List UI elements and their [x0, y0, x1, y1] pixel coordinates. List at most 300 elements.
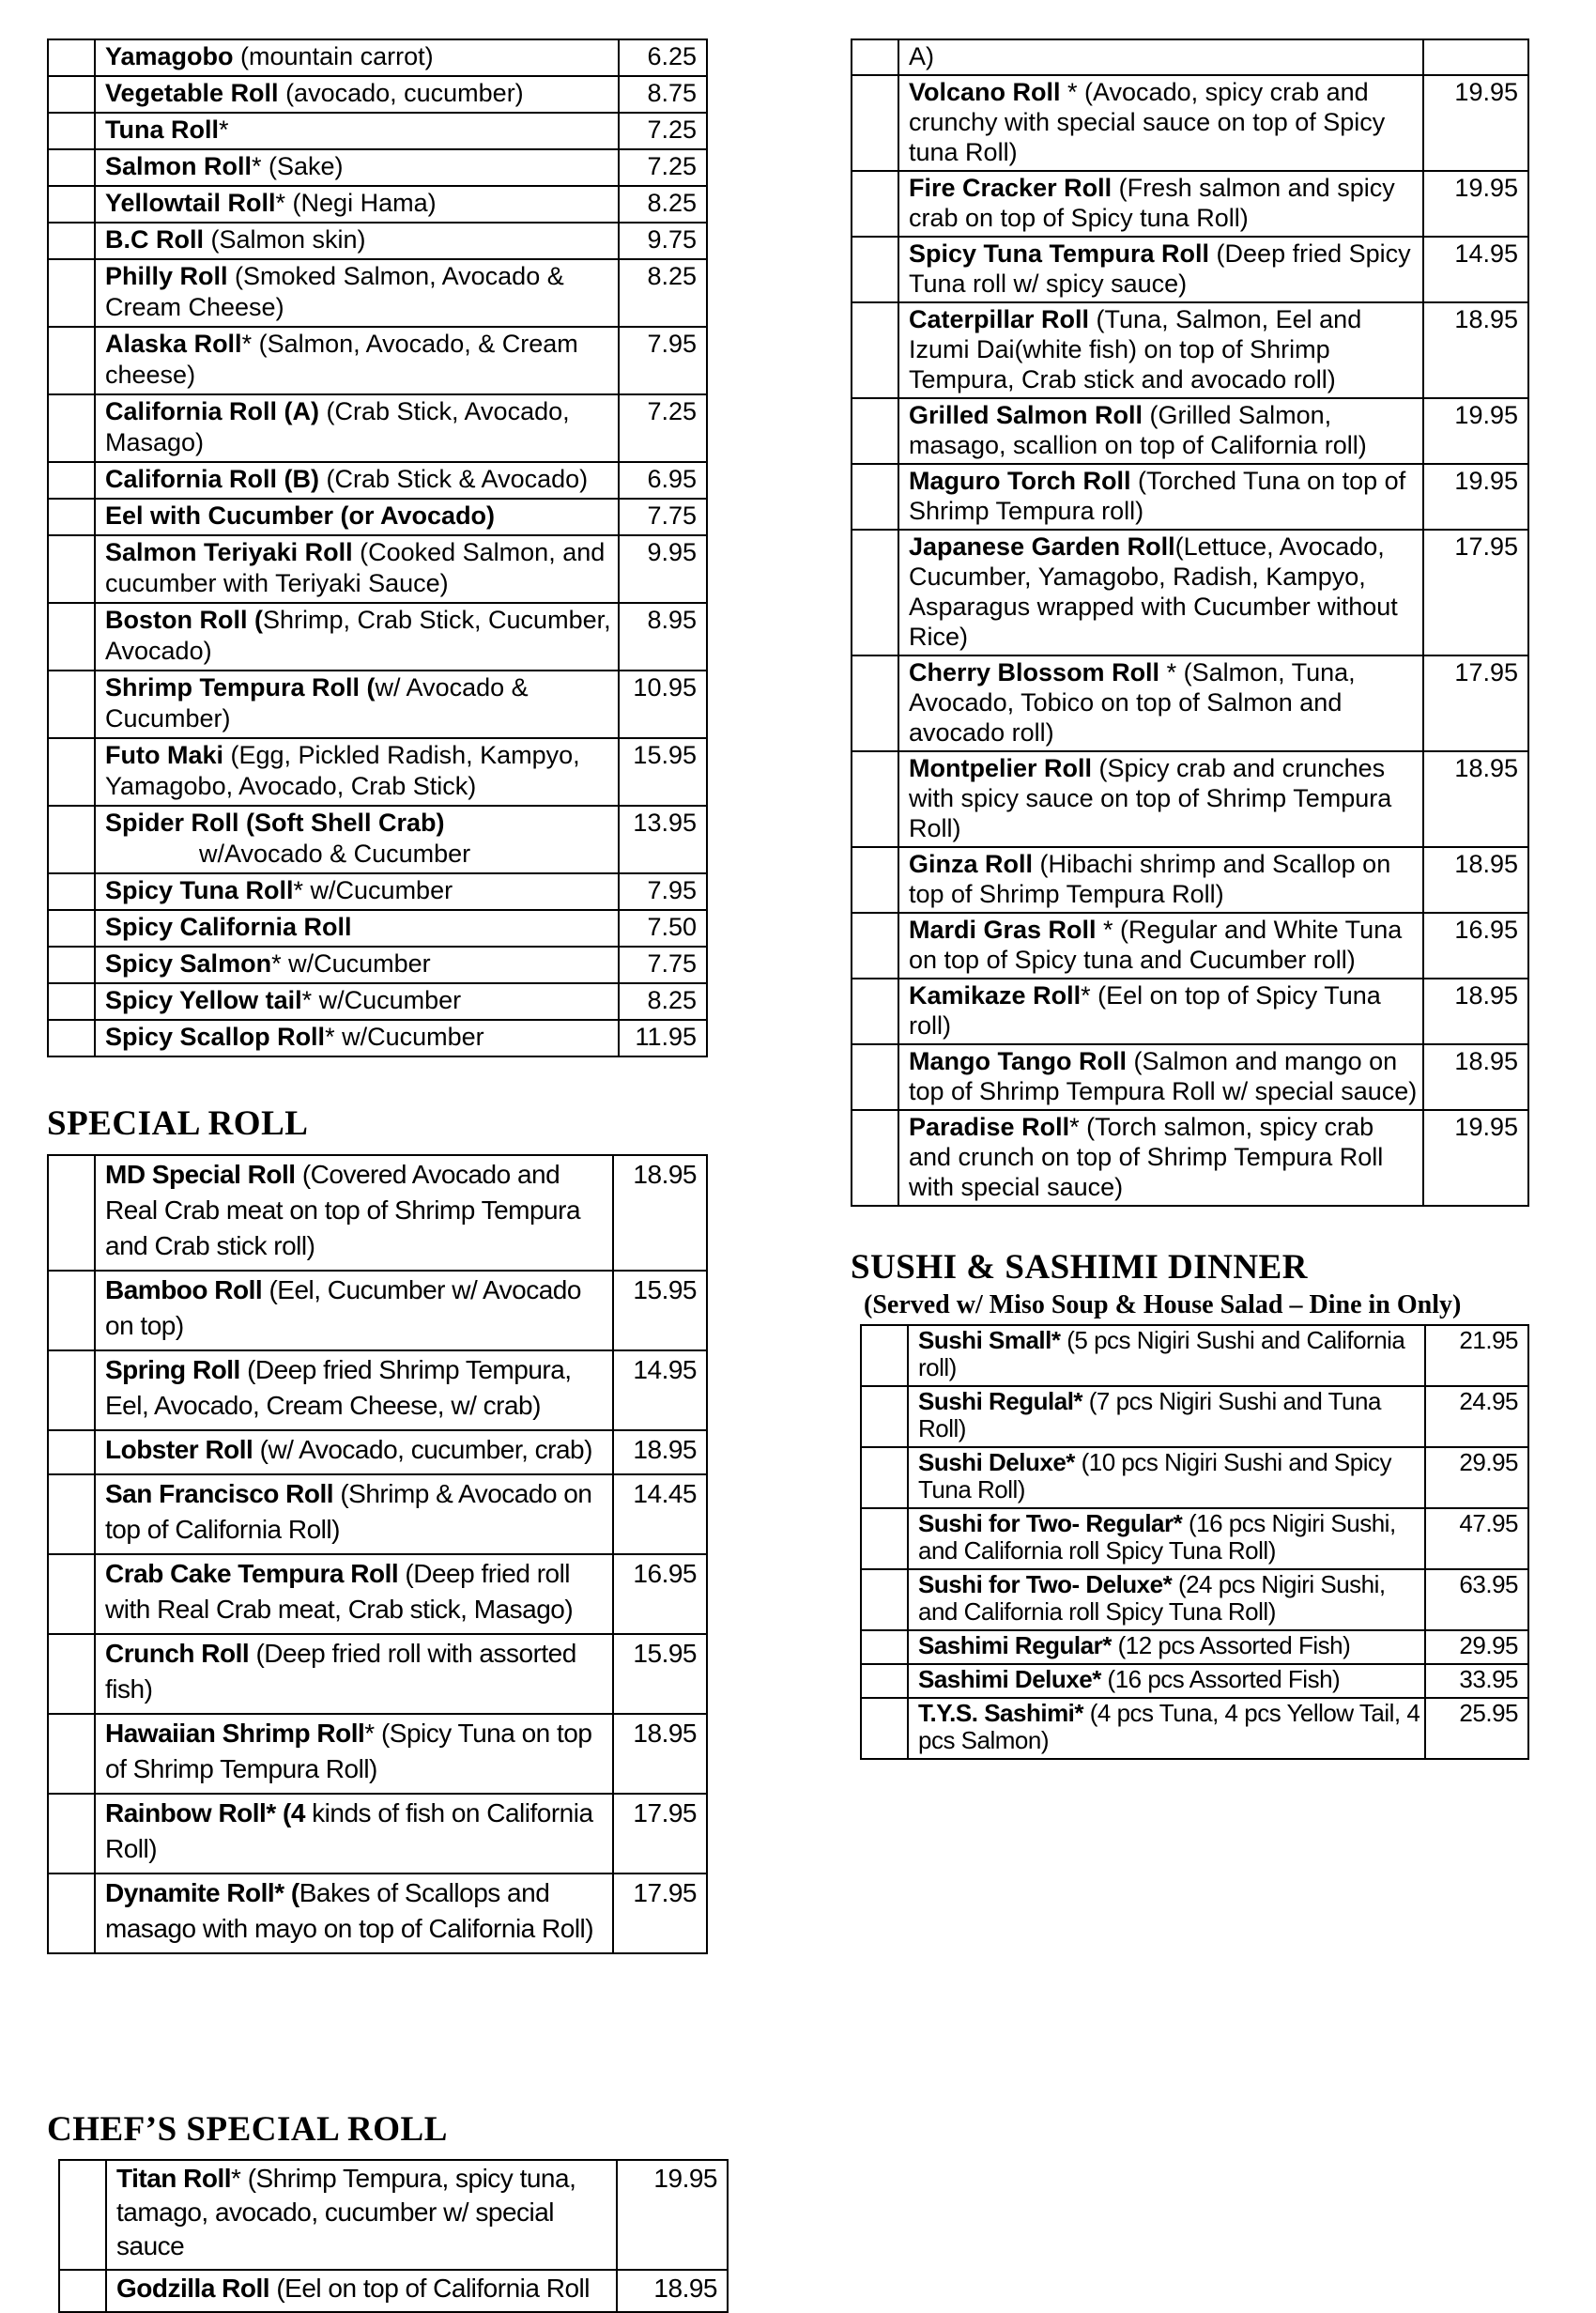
checkbox-cell [59, 2160, 106, 2270]
checkbox-cell [48, 1271, 95, 1350]
item-cell [106, 2160, 617, 2270]
price-cell: 24.95 [1425, 1386, 1528, 1447]
item-cell [95, 1874, 613, 1953]
table-row [852, 464, 1528, 530]
menu-right-column [851, 39, 1529, 1760]
item-cell [95, 1554, 613, 1634]
item-description: (5 pcs Nigiri Sushi and California roll) [918, 1325, 1405, 1381]
item-name: T.Y.S. Sashimi* [918, 1698, 1084, 1727]
checkbox-cell [861, 1569, 908, 1630]
checkbox-cell [861, 1630, 908, 1664]
item-cell [898, 979, 1423, 1044]
item-cell [908, 1698, 1425, 1759]
item-name: Sushi Deluxe* [918, 1447, 1075, 1476]
menu-left-column [47, 39, 717, 2313]
item-name: Cherry Blossom Roll [909, 658, 1160, 686]
price-cell: 63.95 [1425, 1569, 1528, 1630]
item-name: MD Special Roll [105, 1159, 296, 1189]
checkbox-cell [48, 1794, 95, 1874]
item-name: Mardi Gras Roll [909, 916, 1097, 944]
price-cell: 14.95 [1423, 237, 1528, 302]
item-cell [95, 738, 619, 806]
item-cell [898, 1044, 1423, 1110]
item-name: Sashimi Regular* [918, 1630, 1112, 1659]
item-cell [95, 1474, 613, 1554]
item-description: (Fresh salmon and spicy crab on top of Spicy tuna Roll) [909, 174, 1395, 232]
item-cell [95, 259, 619, 327]
item-description: (Grilled Salmon, masago, scallion on top of California roll) [909, 401, 1367, 459]
item-description: A) [909, 42, 934, 70]
item-cell [898, 75, 1423, 171]
price-cell: 7.75 [619, 947, 707, 983]
checkbox-cell [48, 327, 95, 394]
checkbox-cell [48, 1430, 95, 1474]
item-description: * w/Cucumber [301, 986, 462, 1014]
item-description: * w/Cucumber [325, 1023, 484, 1051]
price-cell: 8.25 [619, 983, 707, 1020]
item-cell [95, 186, 619, 223]
table-row [48, 327, 707, 394]
table-row [852, 913, 1528, 979]
item-name: Japanese Garden Roll [909, 532, 1175, 561]
table-row [48, 39, 707, 76]
table-row [852, 75, 1528, 171]
item-description: Shrimp, Crab Stick, Cucumber, Avocado) [105, 606, 611, 665]
table-row [48, 983, 707, 1020]
price-cell: 19.95 [1423, 464, 1528, 530]
item-name: Hawaiian Shrimp Roll [105, 1718, 365, 1748]
checkbox-cell [48, 76, 95, 113]
price-cell: 17.95 [613, 1794, 707, 1874]
checkbox-cell [48, 738, 95, 806]
checkbox-cell [48, 1474, 95, 1554]
item-cell [95, 1020, 619, 1056]
price-cell: 18.95 [1423, 1044, 1528, 1110]
checkbox-cell [852, 655, 898, 751]
item-name: Spicy California Roll [105, 913, 352, 941]
item-cell [898, 237, 1423, 302]
item-cell [95, 1350, 613, 1430]
item-description: (Deep fried roll with assorted fish) [105, 1638, 576, 1704]
item-name: Vegetable Roll [105, 79, 279, 107]
item-name: Lobster Roll [105, 1434, 253, 1464]
price-cell: 18.95 [613, 1714, 707, 1794]
item-description: (Crab Stick, Avocado, Masago) [105, 397, 570, 456]
item-cell [95, 39, 619, 76]
item-cell [95, 499, 619, 535]
item-cell [106, 2270, 617, 2312]
price-cell: 33.95 [1425, 1664, 1528, 1698]
checkbox-cell [48, 535, 95, 603]
item-name: B.C Roll [105, 225, 204, 254]
table-row [48, 499, 707, 535]
checkbox-cell [861, 1664, 908, 1698]
checkbox-cell [48, 671, 95, 738]
item-name: Spicy Salmon [105, 949, 272, 978]
item-name: Grilled Salmon Roll [909, 401, 1143, 429]
item-cell [95, 947, 619, 983]
price-cell: 17.95 [613, 1874, 707, 1953]
item-cell [95, 671, 619, 738]
item-description: (Smoked Salmon, Avocado & Cream Cheese) [105, 262, 564, 321]
price-cell: 7.95 [619, 327, 707, 394]
price-cell: 9.95 [619, 535, 707, 603]
item-name: Fire Cracker Roll [909, 174, 1113, 202]
checkbox-cell [48, 186, 95, 223]
price-cell: 15.95 [619, 738, 707, 806]
table-row [48, 76, 707, 113]
table-row [861, 1386, 1528, 1447]
checkbox-cell [48, 910, 95, 947]
item-name: Spicy Tuna Tempura Roll [909, 239, 1210, 268]
price-cell: 6.25 [619, 39, 707, 76]
checkbox-cell [861, 1447, 908, 1508]
section-heading-sushi-sashimi-dinner-heading: SUSHI & SASHIMI DINNER [851, 1248, 1308, 1287]
price-cell: 18.95 [1423, 847, 1528, 913]
item-description: (avocado, cucumber) [278, 79, 524, 107]
table-row [852, 171, 1528, 237]
checkbox-cell [861, 1698, 908, 1759]
item-description: (Shrimp & Avocado on top of California Roll) [105, 1478, 592, 1544]
item-name: Spicy Yellow tail [105, 986, 302, 1014]
item-cell [95, 223, 619, 259]
item-description: (24 pcs Nigiri Sushi, and California roll Spicy Tuna Roll) [918, 1569, 1386, 1626]
table-row [852, 1044, 1528, 1110]
table-row [59, 2270, 728, 2312]
item-cell [95, 603, 619, 671]
checkbox-cell [48, 39, 95, 76]
item-name: Maguro Torch Roll [909, 467, 1131, 495]
table-row [48, 1554, 707, 1634]
item-cell [95, 983, 619, 1020]
table-row [48, 186, 707, 223]
item-description: * w/Cucumber [271, 949, 431, 978]
checkbox-cell [861, 1386, 908, 1447]
table-row [48, 1874, 707, 1953]
item-description: * (Spicy Tuna on top of Shrimp Tempura Roll) [105, 1718, 592, 1783]
item-description: * w/Cucumber [293, 876, 453, 904]
item-cell [95, 327, 619, 394]
item-name: Crab Cake Tempura Roll [105, 1558, 399, 1588]
table-row [48, 462, 707, 499]
table-row [861, 1325, 1528, 1386]
item-description: (Covered Avocado and Real Crab meat on top of Shrimp Tempura and Crab stick roll) [105, 1159, 581, 1260]
item-name: Eel with Cucumber (or Avocado) [105, 501, 496, 530]
price-cell: 11.95 [619, 1020, 707, 1056]
price-cell: 7.25 [619, 113, 707, 149]
item-description: (Egg, Pickled Radish, Kampyo, Yamagobo, Avocado, Crab Stick) [105, 741, 580, 800]
item-name: Godzilla Roll [116, 2274, 270, 2304]
table-row [861, 1508, 1528, 1569]
checkbox-cell [852, 979, 898, 1044]
item-cell [95, 1271, 613, 1350]
item-description: (Tuna, Salmon, Eel and Izumi Dai(white fish) on top of Shrimp Tempura, Crab stick and avocado roll) [909, 305, 1362, 393]
checkbox-cell [852, 75, 898, 171]
price-cell: 7.95 [619, 873, 707, 910]
table-row [48, 1714, 707, 1794]
checkbox-cell [852, 398, 898, 464]
item-name: Crunch Roll [105, 1638, 250, 1668]
table-row [48, 671, 707, 738]
item-description: * (Salmon, Avocado, & Cream cheese) [105, 330, 578, 389]
checkbox-cell [48, 394, 95, 462]
item-cell [95, 394, 619, 462]
table-row [48, 259, 707, 327]
price-cell: 18.95 [613, 1155, 707, 1271]
checkbox-cell [48, 1714, 95, 1794]
checkbox-cell [852, 847, 898, 913]
table-row [852, 398, 1528, 464]
table-row [48, 1634, 707, 1714]
item-description: * (Shrimp Tempura, spicy tuna, tamago, avocado, cucumber w/ special sauce [116, 2164, 576, 2261]
table-row [48, 1271, 707, 1350]
item-cell [908, 1386, 1425, 1447]
price-cell: 7.75 [619, 499, 707, 535]
table-row [852, 847, 1528, 913]
checkbox-cell [852, 171, 898, 237]
checkbox-cell [852, 913, 898, 979]
item-description: (Deep fried roll with Real Crab meat, Crab stick, Masago) [105, 1558, 574, 1624]
price-cell: 7.25 [619, 394, 707, 462]
item-name: Shrimp Tempura Roll ( [105, 673, 376, 702]
item-description: * (Avocado, spicy crab and crunchy with special sauce on top of Spicy tuna Roll) [909, 78, 1386, 166]
table-row [48, 1794, 707, 1874]
item-cell [95, 149, 619, 186]
item-name: Philly Roll [105, 262, 228, 290]
item-name: Montpelier Roll [909, 754, 1092, 782]
price-cell [1423, 39, 1528, 75]
item-description: * (Salmon, Tuna, Avocado, Tobico on top of Salmon and avocado roll) [909, 658, 1356, 747]
item-description: kinds of fish on California Roll) [105, 1797, 593, 1863]
price-cell: 18.95 [1423, 979, 1528, 1044]
item-description: (16 pcs Assorted Fish) [1100, 1664, 1341, 1693]
item-description: * (Eel on top of Spicy Tuna roll) [909, 981, 1381, 1040]
table-row [48, 1430, 707, 1474]
item-description: (Deep fried Shrimp Tempura, Eel, Avocado, Cream Cheese, w/ crab) [105, 1354, 572, 1420]
item-cell [898, 39, 1423, 75]
item-name: Ginza Roll [909, 850, 1034, 878]
item-name: Sushi for Two- Regular* [918, 1508, 1183, 1537]
item-name: Spicy Scallop Roll [105, 1023, 326, 1051]
item-description: * [219, 116, 229, 144]
checkbox-cell [852, 237, 898, 302]
checkbox-cell [48, 149, 95, 186]
checkbox-cell [48, 1020, 95, 1056]
item-description: (Hibachi shrimp and Scallop on top of Shrimp Tempura Roll) [909, 850, 1391, 908]
item-name: Alaska Roll [105, 330, 242, 358]
table-row [861, 1630, 1528, 1664]
item-description: (Cooked Salmon, and cucumber with Teriyaki Sauce) [105, 538, 606, 597]
table-row [852, 751, 1528, 847]
item-description: (12 pcs Assorted Fish) [1111, 1630, 1351, 1659]
menu-table-special-roll [47, 1154, 708, 1954]
menu-table-sushi-sashimi-dinner [860, 1324, 1529, 1760]
item-description: w/ Avocado & Cucumber) [105, 673, 529, 732]
item-name: Mango Tango Roll [909, 1047, 1127, 1075]
table-row [852, 655, 1528, 751]
checkbox-cell [852, 1044, 898, 1110]
table-row [48, 806, 707, 873]
price-cell: 16.95 [1423, 913, 1528, 979]
item-description: * (Sake) [252, 152, 344, 180]
item-description: (Salmon and mango on top of Shrimp Tempura Roll w/ special sauce) [909, 1047, 1418, 1105]
table-row [852, 530, 1528, 655]
item-name: Dynamite Roll* ( [105, 1877, 299, 1907]
item-description: Bakes of Scallops and masago with mayo on top of California Roll) [105, 1877, 594, 1943]
item-description: * (Torch salmon, spicy crab and crunch on top of Shrimp Tempura Roll with special sauce) [909, 1113, 1384, 1201]
table-row [48, 535, 707, 603]
item-name: Paradise Roll [909, 1113, 1070, 1141]
price-cell: 15.95 [613, 1271, 707, 1350]
price-cell: 17.95 [1423, 655, 1528, 751]
checkbox-cell [861, 1325, 908, 1386]
table-row [48, 1155, 707, 1271]
item-cell [898, 398, 1423, 464]
item-cell [908, 1447, 1425, 1508]
price-cell: 19.95 [1423, 171, 1528, 237]
item-cell [898, 1110, 1423, 1206]
price-cell: 13.95 [619, 806, 707, 873]
item-name: Sushi Regulal* [918, 1386, 1083, 1415]
price-cell: 21.95 [1425, 1325, 1528, 1386]
price-cell: 14.95 [613, 1350, 707, 1430]
price-cell: 19.95 [1423, 398, 1528, 464]
table-row [59, 2160, 728, 2270]
item-cell [95, 535, 619, 603]
item-name: California Roll (B) [105, 465, 319, 493]
item-cell [95, 910, 619, 947]
item-cell [898, 464, 1423, 530]
table-row [48, 149, 707, 186]
checkbox-cell [48, 462, 95, 499]
price-cell: 8.95 [619, 603, 707, 671]
item-description: (w/ Avocado, cucumber, crab) [253, 1434, 592, 1464]
item-description: (Eel, Cucumber w/ Avocado on top) [105, 1274, 581, 1340]
table-row [861, 1698, 1528, 1759]
item-description: (mountain carrot) [233, 42, 434, 70]
checkbox-cell [48, 806, 95, 873]
item-cell [95, 873, 619, 910]
checkbox-cell [48, 947, 95, 983]
item-cell [908, 1630, 1425, 1664]
price-cell: 8.75 [619, 76, 707, 113]
item-cell [95, 76, 619, 113]
price-cell: 6.95 [619, 462, 707, 499]
menu-table-rolls-continued [851, 39, 1529, 1207]
item-name: Rainbow Roll* (4 [105, 1797, 305, 1827]
item-name: San Francisco Roll [105, 1478, 334, 1508]
item-cell [95, 806, 619, 873]
item-description: (16 pcs Nigiri Sushi, and California roll Spicy Tuna Roll) [918, 1508, 1396, 1565]
table-row [852, 39, 1528, 75]
item-name: Spring Roll [105, 1354, 240, 1384]
item-name: Spider Roll (Soft Shell Crab) [105, 809, 445, 837]
price-cell: 8.25 [619, 186, 707, 223]
item-cell [898, 171, 1423, 237]
price-cell: 47.95 [1425, 1508, 1528, 1569]
item-cell [898, 655, 1423, 751]
item-cell [898, 302, 1423, 398]
item-cell [95, 1430, 613, 1474]
table-row [852, 1110, 1528, 1206]
item-cell [908, 1325, 1425, 1386]
price-cell: 29.95 [1425, 1630, 1528, 1664]
checkbox-cell [852, 530, 898, 655]
item-description-line2: w/Avocado & Cucumber [199, 840, 471, 868]
table-row [48, 738, 707, 806]
checkbox-cell [852, 464, 898, 530]
price-cell: 8.25 [619, 259, 707, 327]
item-name: Tuna Roll [105, 116, 219, 144]
item-name: Sashimi Deluxe* [918, 1664, 1101, 1693]
item-cell [898, 751, 1423, 847]
price-cell: 19.95 [1423, 1110, 1528, 1206]
item-name: Futo Maki [105, 741, 223, 769]
price-cell: 17.95 [1423, 530, 1528, 655]
table-row [48, 394, 707, 462]
item-name: Bamboo Roll [105, 1274, 263, 1304]
item-description: (7 pcs Nigiri Sushi and Tuna Roll) [918, 1386, 1381, 1442]
item-name: Yellowtail Roll [105, 189, 276, 217]
item-name: Salmon Teriyaki Roll [105, 538, 353, 566]
price-cell: 15.95 [613, 1634, 707, 1714]
item-name: Yamagobo [105, 42, 234, 70]
checkbox-cell [48, 873, 95, 910]
price-cell: 19.95 [1423, 75, 1528, 171]
table-row [861, 1664, 1528, 1698]
price-cell: 7.50 [619, 910, 707, 947]
item-name: Salmon Roll [105, 152, 253, 180]
price-cell: 16.95 [613, 1554, 707, 1634]
checkbox-cell [852, 751, 898, 847]
checkbox-cell [59, 2270, 106, 2312]
checkbox-cell [48, 603, 95, 671]
item-name: California Roll (A) [105, 397, 319, 425]
price-cell: 14.45 [613, 1474, 707, 1554]
table-row [852, 237, 1528, 302]
table-row [48, 603, 707, 671]
item-cell [898, 530, 1423, 655]
price-cell: 25.95 [1425, 1698, 1528, 1759]
price-cell: 29.95 [1425, 1447, 1528, 1508]
table-row [48, 910, 707, 947]
checkbox-cell [48, 983, 95, 1020]
item-cell [95, 1794, 613, 1874]
table-row [861, 1569, 1528, 1630]
price-cell: 19.95 [617, 2160, 728, 2270]
price-cell: 18.95 [613, 1430, 707, 1474]
item-cell [908, 1508, 1425, 1569]
checkbox-cell [48, 1874, 95, 1953]
menu-table-basic-rolls [47, 39, 708, 1057]
item-name: Sushi Small* [918, 1325, 1061, 1354]
table-row [48, 1350, 707, 1430]
item-cell [908, 1664, 1425, 1698]
checkbox-cell [852, 302, 898, 398]
item-name: Boston Roll ( [105, 606, 263, 634]
item-description: * (Negi Hama) [275, 189, 437, 217]
table-row [861, 1447, 1528, 1508]
item-description: (Spicy crab and crunches with spicy sauce on top of Shrimp Tempura Roll) [909, 754, 1392, 842]
table-row [48, 223, 707, 259]
item-description: (Salmon skin) [204, 225, 366, 254]
price-cell: 7.25 [619, 149, 707, 186]
item-cell [898, 847, 1423, 913]
item-description: (Crab Stick & Avocado) [319, 465, 589, 493]
price-cell: 18.95 [1423, 751, 1528, 847]
item-description: (Eel on top of California Roll [269, 2274, 590, 2304]
section-heading-chefs-special-roll-heading: CHEF’S SPECIAL ROLL [47, 2109, 448, 2149]
